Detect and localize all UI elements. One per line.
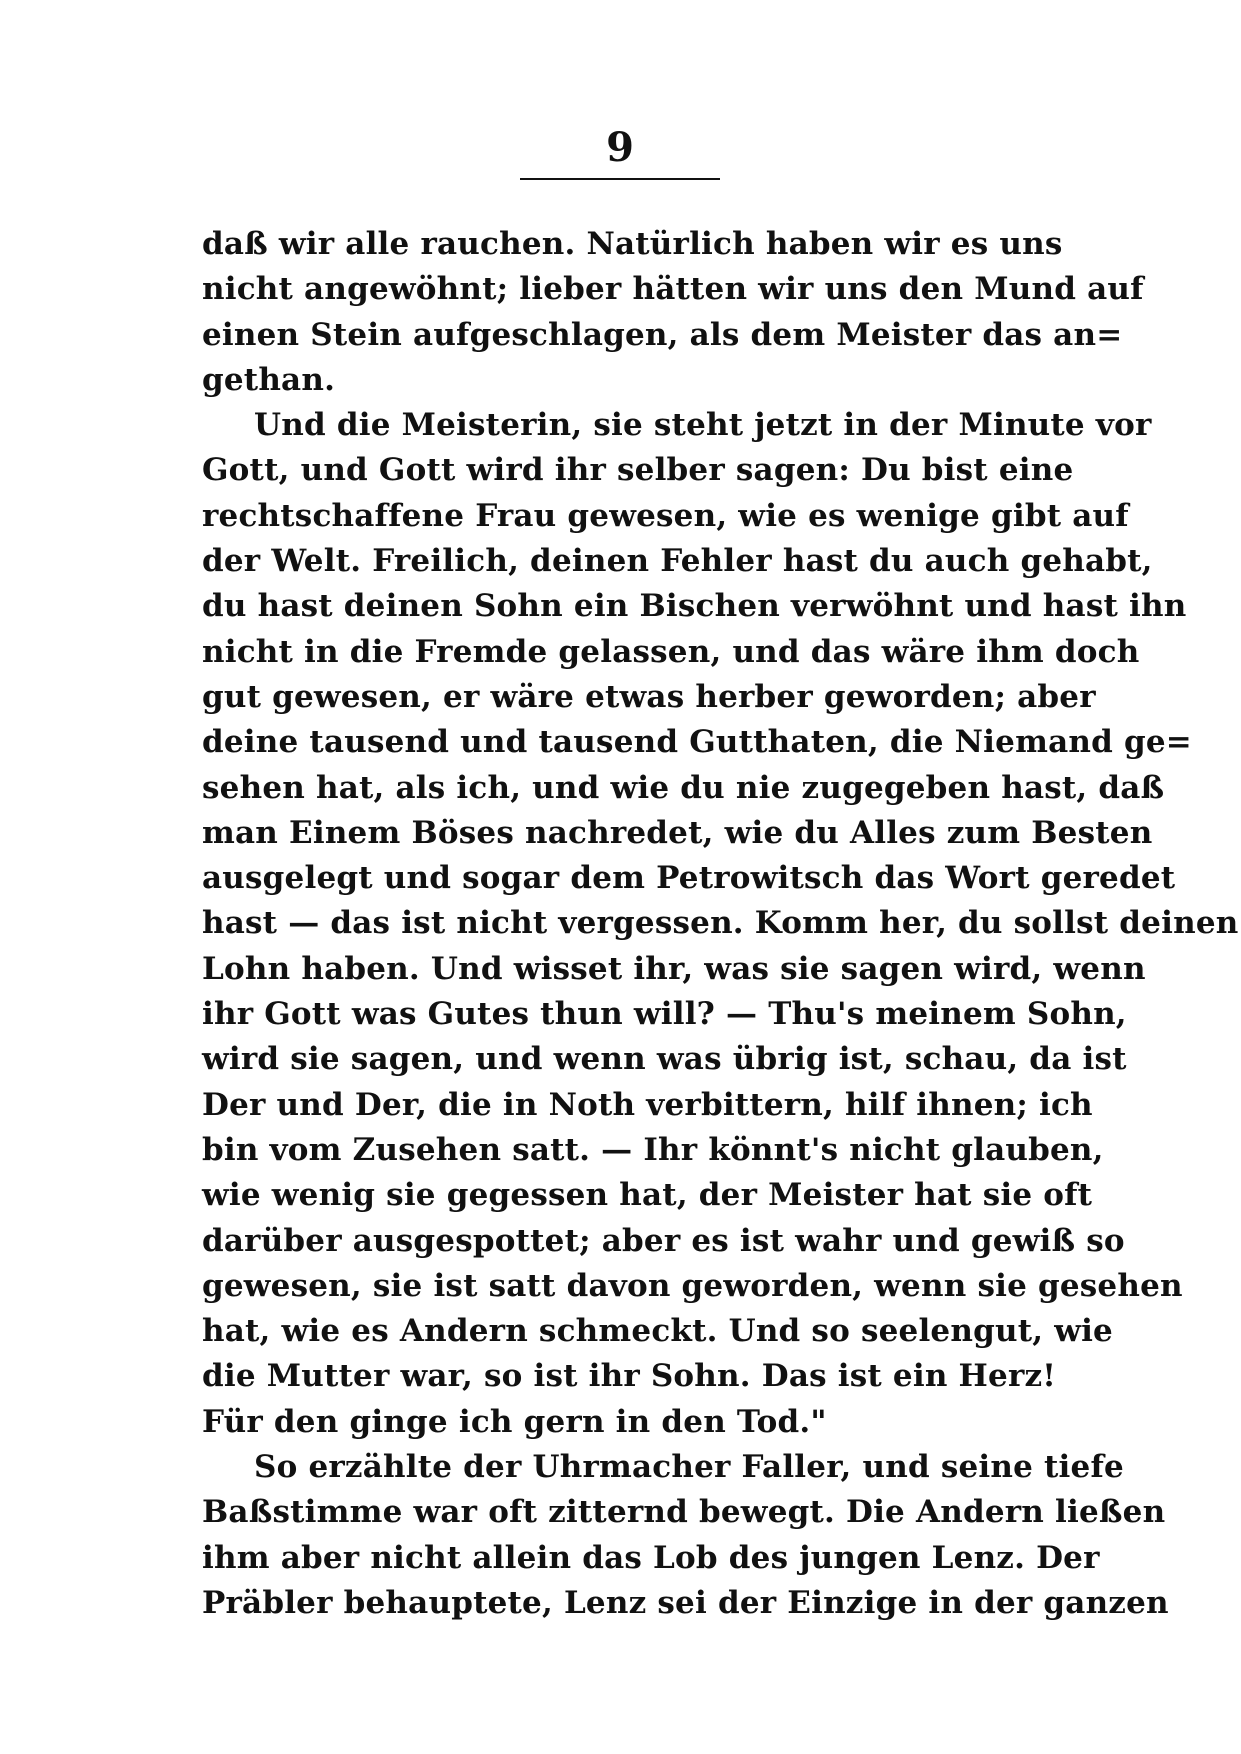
text-line: Lohn haben. Und wisset ihr, was sie sagen wird, wenn <box>202 950 1146 987</box>
page-number: 9 <box>606 124 635 171</box>
text-line: gut gewesen, er wäre etwas herber geworden; aber <box>202 678 1096 715</box>
text-line: Für den ginge ich gern in den Tod." <box>202 1403 827 1440</box>
text-line: ihm aber nicht allein das Lob des jungen Lenz. Der <box>202 1539 1100 1576</box>
text-line: man Einem Böses nachredet, wie du Alles zum Besten <box>202 814 1153 851</box>
text-line: der Welt. Freilich, deinen Fehler hast du auch gehabt, <box>202 543 1153 580</box>
text-line: nicht angewöhnt; lieber hätten wir uns den Mund auf <box>202 271 1144 308</box>
text-line: So erzählte der Uhrmacher Faller, und seine tiefe <box>254 1449 1124 1486</box>
text-line: darüber ausgespottet; aber es ist wahr und gewiß so <box>202 1222 1125 1259</box>
text-line: du hast deinen Sohn ein Bischen verwöhnt und hast ihn <box>202 588 1187 625</box>
text-line: wie wenig sie gegessen hat, der Meister hat sie oft <box>202 1177 1093 1214</box>
text-line: ihr Gott was Gutes thun will? — Thu's meinem Sohn, <box>202 996 1127 1033</box>
text-line: hast — das ist nicht vergessen. Komm her, du sollst deinen <box>202 905 1239 942</box>
header-rule <box>520 178 720 180</box>
text-line: sehen hat, als ich, und wie du nie zugegeben hast, daß <box>202 769 1165 806</box>
text-line: nicht in die Fremde gelassen, und das wäre ihm doch <box>202 633 1140 670</box>
text-line: gethan. <box>202 361 336 398</box>
text-line: Und die Meisterin, sie steht jetzt in der Minute vor <box>254 407 1152 444</box>
text-line: hat, wie es Andern schmeckt. Und so seelengut, wie <box>202 1313 1113 1350</box>
body-text <box>202 222 1239 1626</box>
text-line: wird sie sagen, und wenn was übrig ist, schau, da ist <box>202 1041 1127 1078</box>
text-line: deine tausend und tausend Gutthaten, die Niemand ge= <box>202 724 1192 761</box>
text-line: gewesen, sie ist satt davon geworden, wenn sie gesehen <box>202 1267 1183 1304</box>
text-line: Gott, und Gott wird ihr selber sagen: Du bist eine <box>202 452 1074 489</box>
text-line: die Mutter war, so ist ihr Sohn. Das ist ein Herz! <box>202 1358 1057 1395</box>
text-line: Der und Der, die in Noth verbittern, hilf ihnen; ich <box>202 1086 1093 1123</box>
text-line: ausgelegt und sogar dem Petrowitsch das Wort geredet <box>202 860 1176 897</box>
text-line: bin vom Zusehen satt. — Ihr könnt's nicht glauben, <box>202 1131 1104 1168</box>
text-line: Präbler behauptete, Lenz sei der Einzige in der ganzen <box>202 1584 1169 1621</box>
text-line: einen Stein aufgeschlagen, als dem Meister das an= <box>202 316 1123 353</box>
text-line: daß wir alle rauchen. Natürlich haben wir es uns <box>202 226 1063 262</box>
text-line: rechtschaffene Frau gewesen, wie es wenige gibt auf <box>202 497 1129 534</box>
text-line: Baßstimme war oft zitternd bewegt. Die Andern ließen <box>202 1494 1166 1531</box>
